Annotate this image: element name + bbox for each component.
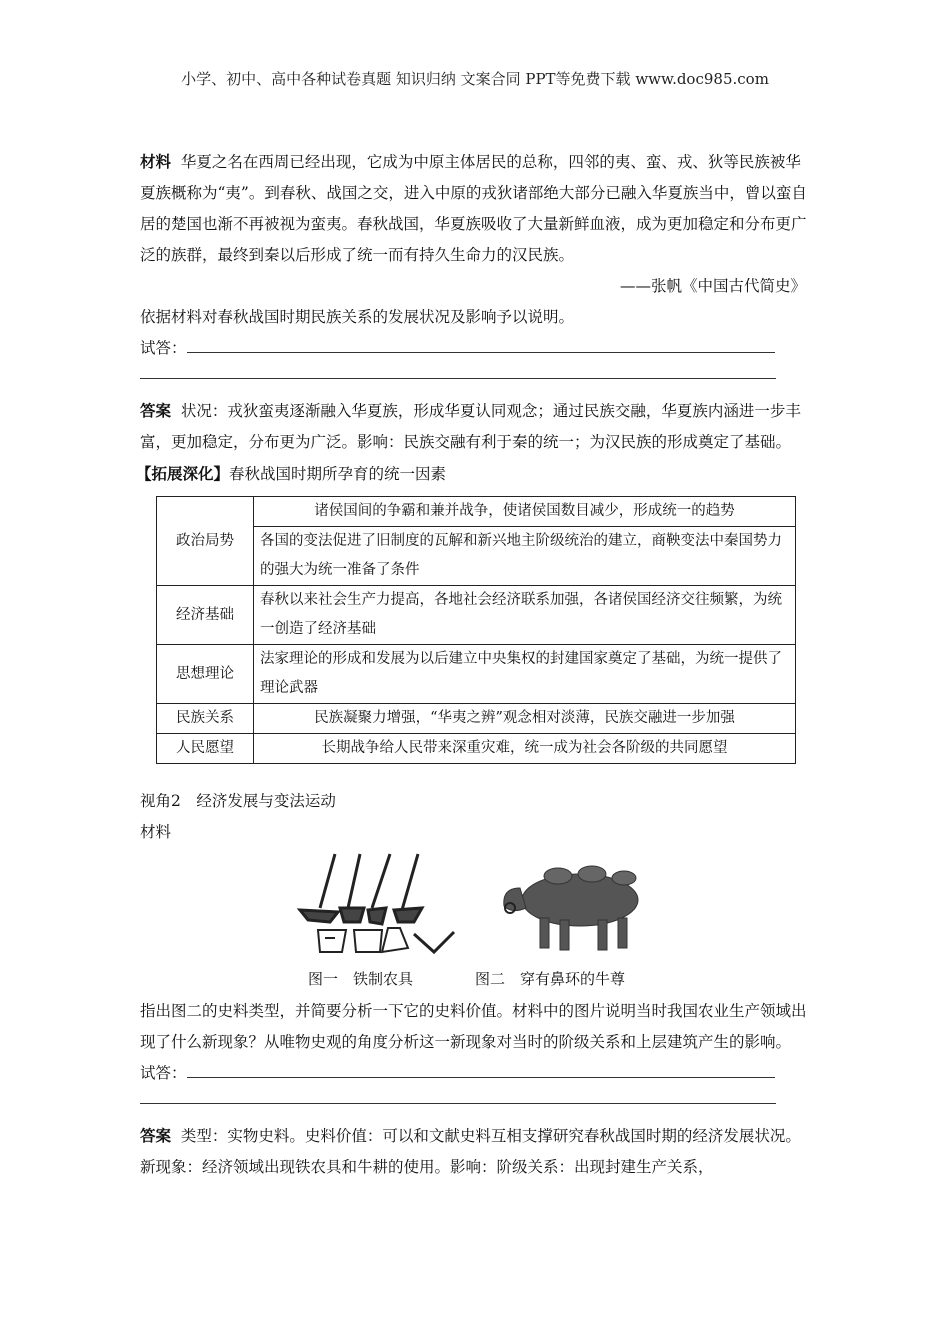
answer-input-line[interactable] — [187, 1063, 775, 1078]
answer-label: 答案 — [140, 401, 172, 420]
material-label: 材料 — [140, 152, 172, 171]
material-1 — [136, 146, 812, 490]
row-content: 民族凝聚力增强，“华夷之辨”观念相对淡薄，民族交融进一步加强 — [254, 704, 796, 734]
row-content: 春秋以来社会生产力提高，各地社会经济联系加强，各诸侯国经济交往频繁，为统一创造了经济基础 — [254, 586, 796, 645]
table-row — [157, 586, 796, 645]
answer-line-4[interactable] — [140, 1103, 776, 1104]
answer-line-2[interactable] — [140, 378, 776, 379]
section-material-label: 材料 — [140, 823, 172, 841]
row-content: 诸侯国间的争霸和兼并战争，使诸侯国数目减少，形成统一的趋势 — [254, 497, 796, 527]
row-content: 长期战争给人民带来深重灾难，统一成为社会各阶级的共同愿望 — [254, 734, 796, 764]
material-text: 华夏之名在西周已经出现，它成为中原主体居民的总称，四邻的夷、蛮、戎、狄等民族被华夏族概称为“夷”。到春秋、战国之交，进入中原的戎狄诸部绝大部分已融入华夏族当中，曾以蛮自居的楚国也渐不再被视为蛮夷。春秋战国，华夏族吸收了大量新鲜血液，成为更加稳定和分布更广泛的族群，最终到秦以后形成了统一而有持久生命力的汉民族。 — [140, 153, 807, 264]
question-1: 依据材料对春秋战国时期民族关系的发展状况及影响予以说明。 — [140, 308, 575, 326]
table-row — [157, 645, 796, 704]
page-header: 小学、初中、高中各种试卷真题 知识归纳 文案合同 PPT等免费下载 www.doc985.com — [181, 70, 769, 88]
answer-text: 状况：戎狄蛮夷逐渐融入华夏族，形成华夏认同观念；通过民族交融，华夏族内涵进一步丰富，更加稳定，分布更为广泛。影响：民族交融有利于秦的统一；为汉民族的形成奠定了基础。 — [140, 402, 801, 451]
answer-text: 类型：实物史料。史料价值：可以和文献史料互相支撑研究春秋战国时期的经济发展状况。新现象：经济领域出现铁农具和牛耕的使用。影响：阶级关系：出现封建生产关系， — [140, 1127, 801, 1176]
question-2: 指出图二的史料类型，并简要分析一下它的史料价值。材料中的图片说明当时我国农业生产领域出现了什么新现象？从唯物史观的角度分析这一新现象对当时的阶级关系和上层建筑产生的影响。 — [140, 1002, 807, 1051]
answer-label: 答案 — [140, 1126, 172, 1145]
answer-1 — [140, 395, 812, 458]
row-category: 思想理论 — [157, 645, 254, 704]
row-category: 经济基础 — [157, 586, 254, 645]
answer-line-1: 试答： — [140, 333, 812, 364]
figure-2-caption: 图二 穿有鼻环的牛尊 — [475, 970, 626, 988]
figures-illustration — [290, 848, 690, 988]
material-source: ——张帆《中国古代简史》 — [619, 277, 806, 295]
extension-table — [156, 496, 796, 764]
table-row — [157, 704, 796, 734]
figure-1-caption: 图一 铁制农具 — [308, 970, 414, 988]
answer-2 — [140, 1120, 812, 1183]
question-2-block — [140, 996, 812, 1183]
row-content: 法家理论的形成和发展为以后建立中央集权的封建国家奠定了基础，为统一提供了理论武器 — [254, 645, 796, 704]
table-row — [157, 497, 796, 527]
extension-heading: 【拓展深化】春秋战国时期所孕育的统一因素 — [136, 464, 447, 483]
row-category: 人民愿望 — [157, 734, 254, 764]
section-2 — [140, 786, 812, 848]
ox-vessel-image — [504, 866, 638, 950]
iron-tools-image — [300, 854, 454, 952]
table-row — [157, 734, 796, 764]
row-category: 民族关系 — [157, 704, 254, 734]
section-heading: 视角2 经济发展与变法运动 — [140, 792, 336, 810]
answer-line-3: 试答： — [140, 1058, 812, 1089]
answer-input-line[interactable] — [187, 338, 775, 353]
row-content: 各国的变法促进了旧制度的瓦解和新兴地主阶级统治的建立，商鞅变法中秦国势力的强大为统一准备了条件 — [254, 527, 796, 586]
row-category: 政治局势 — [157, 497, 254, 586]
